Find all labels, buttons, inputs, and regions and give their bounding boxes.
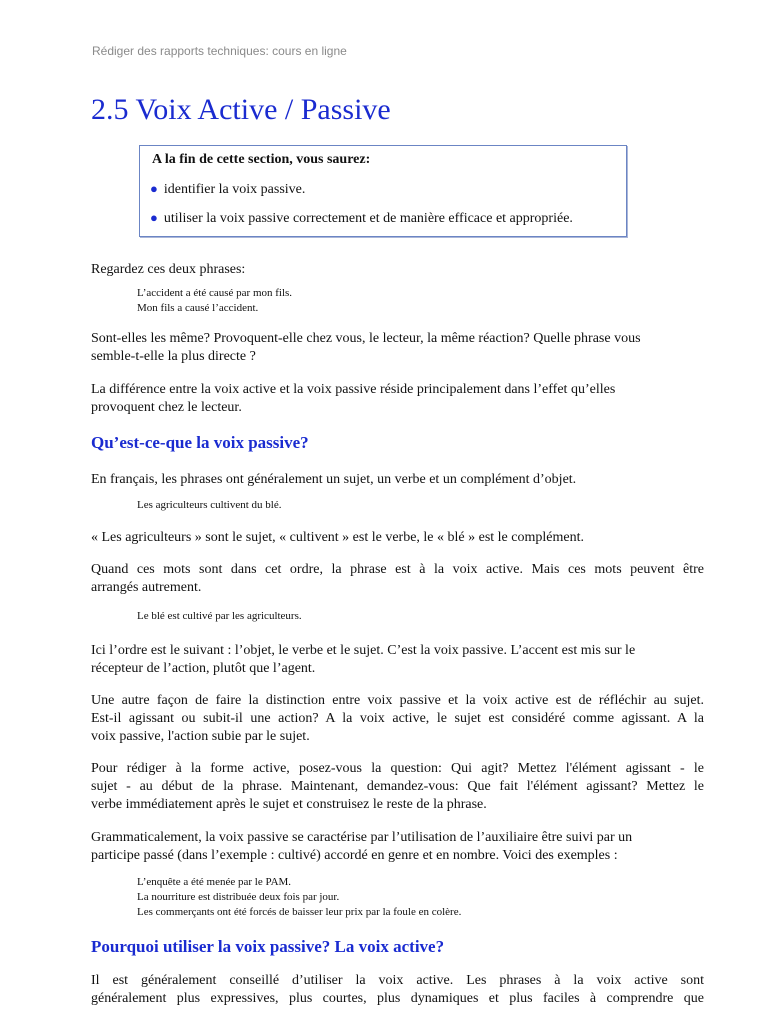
bullet-icon: ● [150,181,158,196]
example-sentence: Les commerçants ont été forcés de baisser leur prix par la foule en colère. [137,906,462,918]
paragraph-line: Pour rédiger à la forme active, posez-vous la question: Qui agit? Mettez l'élément agissant - le [91,761,704,776]
paragraph-line: Une autre façon de faire la distinction entre voix passive et la voix active est de réfléchir au sujet. [91,693,704,708]
example-sentence: La nourriture est distribuée deux fois par jour. [137,891,340,903]
paragraph-line: verbe immédiatement après le sujet et construisez le reste de la phrase. [91,797,487,812]
running-head: Rédiger des rapports techniques: cours en ligne [92,44,347,58]
paragraph-line: Ici l’ordre est le suivant : l’objet, le verbe et le sujet. C’est la voix passive. L’accent est mis sur le [91,643,636,658]
example-sentence: L’enquête a été menée par le PAM. [137,876,292,888]
paragraph-line: « Les agriculteurs » sont le sujet, « cultivent » est le verbe, le « blé » est le complément. [91,530,584,545]
bullet-icon: ● [150,210,158,225]
paragraph-line: Est-il agissant ou subit-il une action? A la voix active, le sujet est considéré comme agissant. A la [91,711,704,726]
paragraph-line: En français, les phrases ont généralement un sujet, un verbe et un complément d’objet. [91,472,577,487]
example-sentence: Le blé est cultivé par les agriculteurs. [137,610,302,622]
intro-paragraph: Regardez ces deux phrases: [91,262,246,277]
learning-objectives-box [139,145,627,237]
paragraph-line: participe passé (dans l’exemple : cultivé) accordé en genre et en nombre. Voici des exemples : [91,848,618,863]
paragraph-line: arrangés autrement. [91,580,202,595]
section-title: 2.5 Voix Active / Passive [91,93,391,126]
paragraph-line: sujet - au début de la phrase. Maintenant, demandez-vous: Que fait l'élément agissant? Mettez le [91,779,704,794]
example-sentence: Mon fils a causé l’accident. [137,302,259,314]
objective-item: ● identifier la voix passive. [150,181,306,197]
paragraph-line: provoquent chez le lecteur. [91,400,242,415]
paragraph-line: Sont-elles les même? Provoquent-elle chez vous, le lecteur, la même réaction? Quelle phrase vous [91,331,641,346]
paragraph-line: semble-t-elle la plus directe ? [91,349,256,364]
example-sentence: Les agriculteurs cultivent du blé. [137,499,282,511]
paragraph-line: voix passive, l'action subie par le sujet. [91,729,310,744]
paragraph-line: récepteur de l’action, plutôt que l’agent. [91,661,316,676]
paragraph-line: Grammaticalement, la voix passive se caractérise par l’utilisation de l’auxiliaire être suivi par un [91,830,633,845]
paragraph-line: généralement plus expressives, plus courtes, plus dynamiques et plus faciles à comprendre que [91,991,704,1006]
objectives-heading: A la fin de cette section, vous saurez: [152,152,371,167]
example-sentence: L’accident a été causé par mon fils. [137,287,293,299]
heading-what-is-passive: Qu’est-ce-que la voix passive? [91,433,309,452]
paragraph-line: Il est généralement conseillé d’utiliser la voix active. Les phrases à la voix active sont [91,973,704,988]
objective-item: ● utiliser la voix passive correctement et de manière efficace et appropriée. [150,210,573,226]
heading-why-passive: Pourquoi utiliser la voix passive? La voix active? [91,937,445,956]
paragraph-line: Quand ces mots sont dans cet ordre, la phrase est à la voix active. Mais ces mots peuvent être [91,562,704,577]
paragraph-line: La différence entre la voix active et la voix passive réside principalement dans l’effet qu’elles [91,382,616,397]
